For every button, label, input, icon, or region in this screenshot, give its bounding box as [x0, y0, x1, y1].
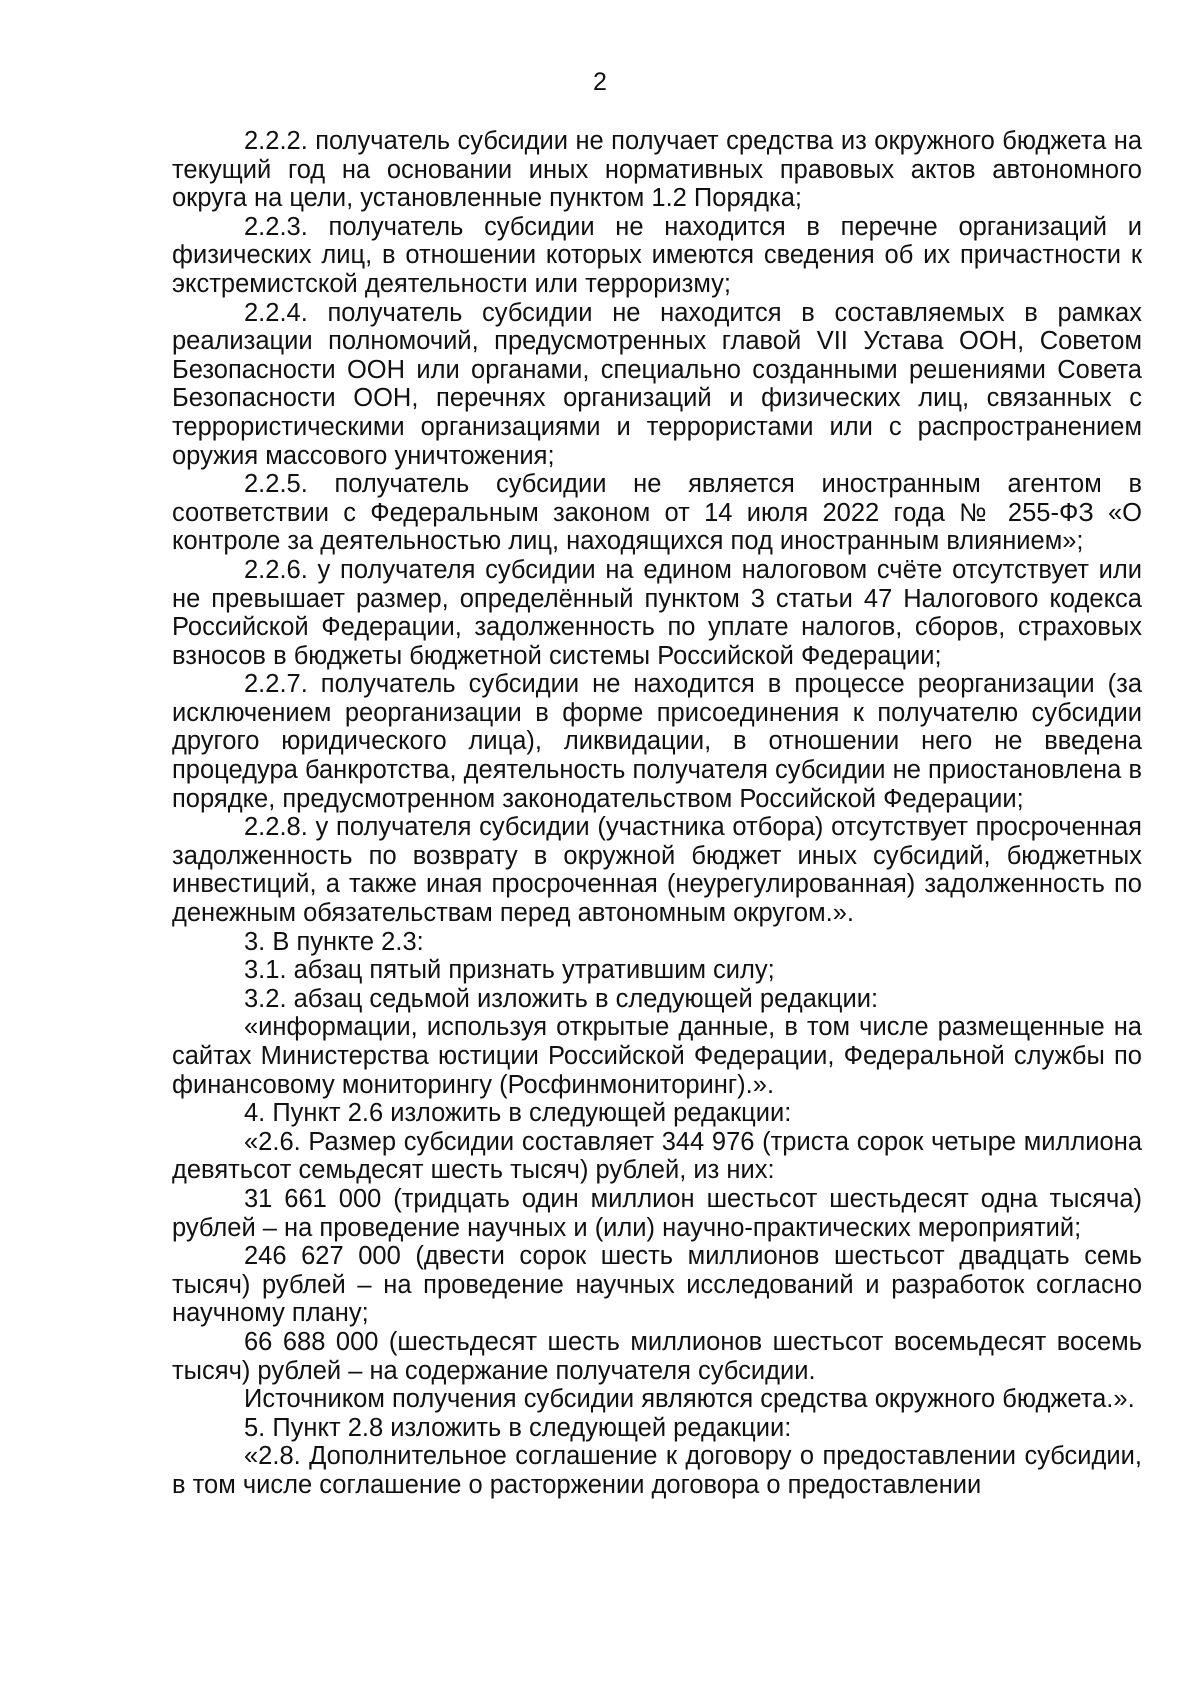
paragraph-2-2-8: 2.2.8. у получателя субсидии (участника отбора) отсутствует просроченная задолженность по возврату в окружной бюджет иных субсидий, бюджетных инвестиций, а также иная просроченная (неурегулированная) задолженность по денежным обязательствам перед автономным округом.». — [172, 813, 1142, 928]
paragraph-item-4: 4. Пункт 2.6 изложить в следующей редакции: — [244, 1099, 792, 1128]
paragraph-2-2-6: 2.2.6. у получателя субсидии на едином налоговом счёте отсутствует или не превышает размер, определённый пунктом 3 статьи 47 Налогового кодекса Российской Федерации, задолженность по уплате налогов, сборов, страховых взносов в бюджеты бюджетной системы Российской Федерации; — [172, 555, 1142, 670]
paragraph-2-2-2: 2.2.2. получатель субсидии не получает средства из окружного бюджета на текущий год на основании иных нормативных правовых актов автономного округа на цели, установленные пунктом 1.2 Порядка; — [172, 127, 1142, 213]
paragraph-funding-source: Источником получения субсидии являются средства окружного бюджета.». — [244, 1385, 1135, 1414]
document-body — [172, 127, 1142, 1500]
paragraph-item-3-1: 3.1. абзац пятый признать утратившим силу; — [244, 956, 775, 985]
paragraph-2-2-5: 2.2.5. получатель субсидии не является иностранным агентом в соответствии с Федеральным законом от 14 июля 2022 года № 255-ФЗ «О контроле за деятельностью лиц, находящихся под иностранным влиянием»; — [172, 470, 1142, 556]
paragraph-amount-maintenance: 66 688 000 (шестьдесят шесть миллионов шестьсот восемьдесят восемь тысяч) рублей – на содержание получателя субсидии. — [172, 1327, 1142, 1385]
paragraph-2-2-4: 2.2.4. получатель субсидии не находится в составляемых в рамках реализации полномочий, предусмотренных главой VII Устава ООН, Советом Безопасности ООН или органами, специально созданными решениями Совета Безопасности ООН, перечнях организаций и физических лиц, связанных с террористическими организациями и террористами или с распространением оружия массового уничтожения; — [172, 298, 1142, 470]
paragraph-item-3-2: 3.2. абзац седьмой изложить в следующей редакции: — [244, 984, 879, 1013]
paragraph-2-6: «2.6. Размер субсидии составляет 344 976 (триста сорок четыре миллиона девятьсот семьдесят шесть тысяч) рублей, из них: — [172, 1127, 1142, 1185]
page-number: 2 — [593, 68, 607, 96]
paragraph-amount-events: 31 661 000 (тридцать один миллион шестьсот шестьдесят одна тысяча) рублей – на проведение научных и (или) научно-практических мероприятий; — [172, 1184, 1142, 1242]
paragraph-item-5: 5. Пункт 2.8 изложить в следующей редакции: — [244, 1413, 792, 1442]
paragraph-2-2-7: 2.2.7. получатель субсидии не находится в процессе реорганизации (за исключением реорганизации в форме присоединения к получателю субсидии другого юридического лица), ликвидации, в отношении него не введена процедура банкротства, деятельность получателя субсидии не приостановлена в порядке, предусмотренном законодательством Российской Федерации; — [172, 670, 1142, 813]
paragraph-quote-information: «информации, используя открытые данные, в том числе размещенные на сайтах Министерства юстиции Российской Федерации, Федеральной службы по финансовому мониторингу (Росфинмониторинг).». — [172, 1013, 1142, 1099]
paragraph-amount-research: 246 627 000 (двести сорок шесть миллионов шестьсот двадцать семь тысяч) рублей – на проведение научных исследований и разработок согласно научному плану; — [172, 1242, 1142, 1328]
paragraph-2-8: «2.8. Дополнительное соглашение к договору о предоставлении субсидии, в том числе соглашение о расторжении договора о предоставлении — [172, 1442, 1142, 1499]
paragraph-item-3: 3. В пункте 2.3: — [244, 927, 424, 956]
paragraph-2-2-3: 2.2.3. получатель субсидии не находится в перечне организаций и физических лиц, в отношении которых имеются сведения об их причастности к экстремистской деятельности или терроризму; — [172, 212, 1142, 298]
